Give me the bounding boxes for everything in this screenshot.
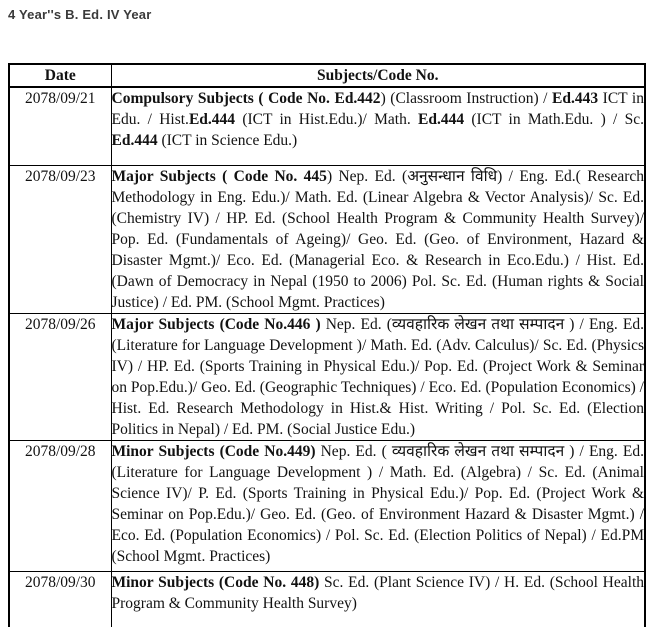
table-row bbox=[9, 87, 645, 166]
table-row bbox=[9, 314, 645, 441]
date-column-header: Date bbox=[9, 64, 111, 87]
date-cell: 2078/09/30 bbox=[9, 572, 111, 627]
table-row bbox=[9, 572, 645, 627]
date-cell: 2078/09/26 bbox=[9, 314, 111, 441]
date-cell: 2078/09/28 bbox=[9, 441, 111, 572]
subjects-cell: Minor Subjects (Code No.449) Nep. Ed. ( व्यवहारिक लेखन तथा सम्पादन ) / Eng. Ed. (Literature for Language Development ) / Math. Ed. (Algebra) / Sc. Ed. (Animal Science IV)/ P. Ed. (Sports Training in Physical Edu.)/ Pop. Ed. (Project Work & Seminar on Pop.Edu.)/ Geo. Ed. (Geo. of Environment Hazard & Disaster Mgmt.) / Eco. Ed. (Population Economics) / Pol. Sc. Ed. (Election Politics of Nepal) / Ed.PM (School Mgmt. Practices) bbox=[111, 441, 645, 572]
subjects-cell: Minor Subjects (Code No. 448) Sc. Ed. (Plant Science IV) / H. Ed. (School Health Program & Community Health Survey) bbox=[111, 572, 645, 627]
subjects-cell: Major Subjects ( Code No. 445) Nep. Ed. (अनुसन्धान विधि) / Eng. Ed.( Research Methodology in Eng. Edu.)/ Math. Ed. (Linear Algebra & Vector Analysis)/ Sc. Ed. (Chemistry IV) / HP. Ed. (School Health Program & Community Health Survey)/ Pop. Ed. (Fundamentals of Ageing)/ Geo. Ed. (Geo. of Environment, Hazard & Disaster Mgmt.)/ Eco. Ed. (Managerial Eco. & Research in Eco.Edu.) / Hist. Ed. (Dawn of Democracy in Nepal (1950 to 2006) Pol. Sc. Ed. (Human rights & Social Justice) / Ed. PM. (School Mgmt. Practices) bbox=[111, 166, 645, 314]
table-row bbox=[9, 166, 645, 314]
table-row bbox=[9, 441, 645, 572]
page-title: 4 Year''s B. Ed. IV Year bbox=[8, 7, 152, 22]
subjects-cell: Compulsory Subjects ( Code No. Ed.442) (Classroom Instruction) / Ed.443 ICT in Edu. / Hist.Ed.444 (ICT in Hist.Edu.)/ Math. Ed.444 (ICT in Math.Edu. ) / Sc. Ed.444 (ICT in Science Edu.) bbox=[111, 87, 645, 166]
date-cell: 2078/09/21 bbox=[9, 87, 111, 166]
subjects-column-header: Subjects/Code No. bbox=[111, 64, 645, 87]
table-header-row bbox=[9, 64, 645, 87]
date-cell: 2078/09/23 bbox=[9, 166, 111, 314]
exam-schedule-table bbox=[8, 63, 646, 627]
subjects-cell: Major Subjects (Code No.446 ) Nep. Ed. (व्यवहारिक लेखन तथा सम्पादन ) / Eng. Ed. (Literature for Language Development )/ Math. Ed. (Adv. Calculus)/ Sc. Ed. (Physics IV) / HP. Ed. (Sports Training in Physical Edu.)/ Pop. Ed. (Project Work & Seminar on Pop.Edu.)/ Geo. Ed. (Geographic Techniques) / Eco. Ed. (Population Economics) / Hist. Ed. Research Methodology in Hist.& Hist. Writing / Pol. Sc. Ed. (Election Politics in Nepal) / Ed. PM. (Social Justice Edu.) bbox=[111, 314, 645, 441]
